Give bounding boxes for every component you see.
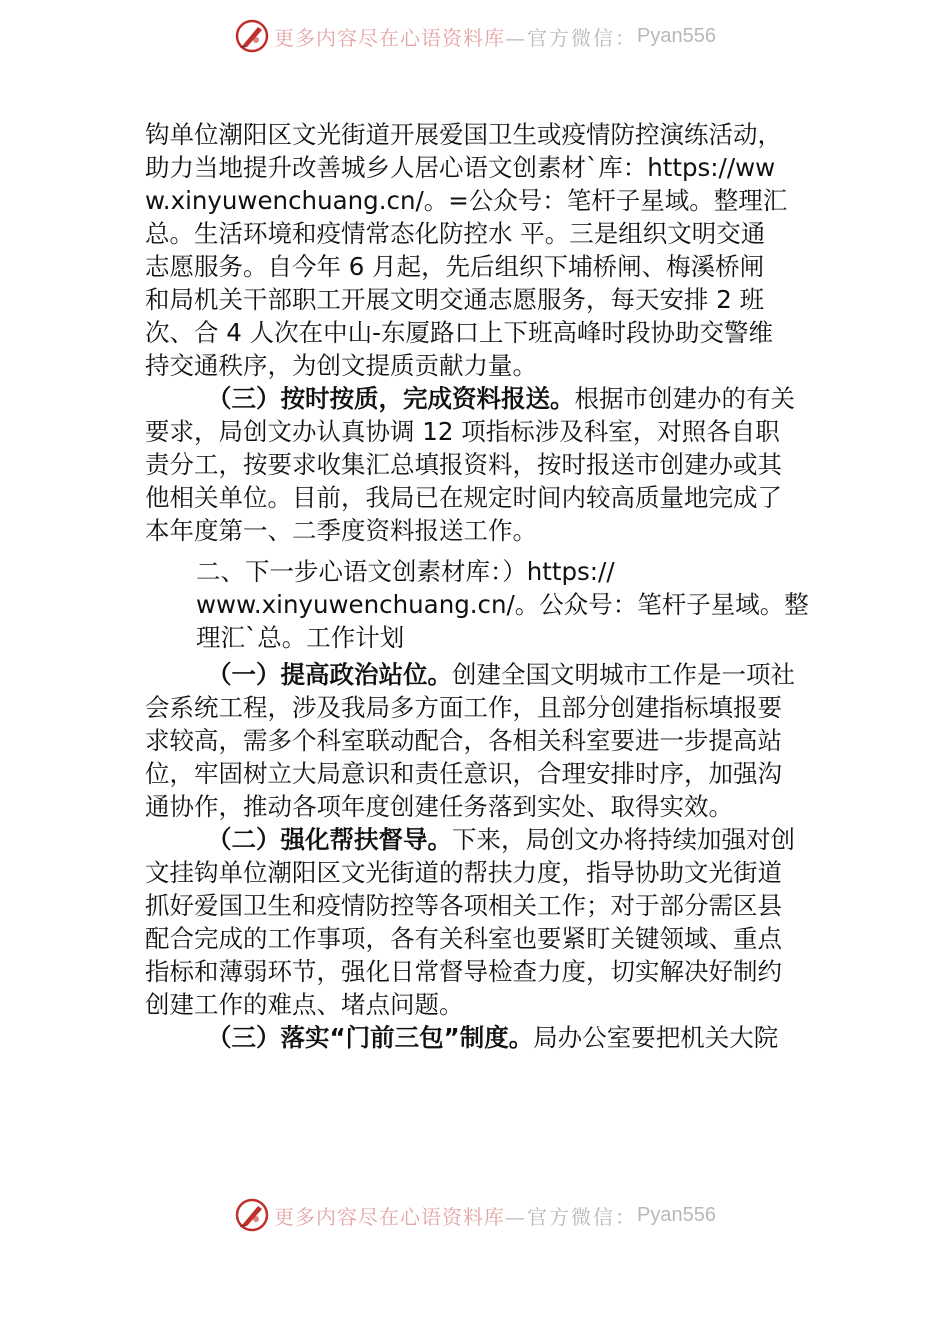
text-line: 配合完成的工作事项，各有关科室也要紧盯关键领域、重点 [145, 924, 782, 953]
header-banner [0, 14, 950, 58]
text-line: 钩单位潮阳区文光街道开展爱国卫生或疫情防控演练活动， [145, 120, 782, 149]
subheading: （三）按时按质，完成资料报送。 [207, 384, 575, 413]
text-line: 要求，局创文办认真协调 12 项指标涉及科室，对照各自职 [145, 417, 780, 446]
text-run: 局办公室要把机关大院 [533, 1023, 779, 1052]
text-line: 文挂钩单位潮阳区文光街道的帮扶力度，指导协助文光街道 [145, 858, 782, 887]
text-run: 创建全国文明城市工作是一项社 [452, 660, 795, 689]
footer-banner [0, 1193, 950, 1237]
heading-line: www.xinyuwenchuang.cn/。公众号：笔杆子星域。整 [196, 590, 809, 619]
text-line: w.xinyuwenchuang.cn/。=公众号：笔杆子星域。整理汇 [145, 186, 788, 215]
section-heading [196, 555, 821, 654]
text-line: 通协作，推动各项年度创建任务落到实处、取得实效。 [145, 792, 733, 821]
text-line: 抓好爱国卫生和疫情防控等各项相关工作；对于部分需区县 [145, 891, 782, 920]
text-line: 次、合 4 人次在中山-东厦路口上下班高峰时段协助交警维 [145, 318, 774, 347]
document-body [145, 118, 813, 1054]
banner-title: 更多内容尽在心语资料库 [274, 25, 506, 50]
text-line: 责分工，按要求收集汇总填报资料，按时报送市创建办或其 [145, 450, 782, 479]
text-line: 持交通秩序，为创文提质贡献力量。 [145, 351, 537, 380]
paragraph-5 [145, 1021, 813, 1054]
subheading: （二）强化帮扶督导。 [207, 825, 452, 854]
heading-line: 二、下一步心语文创素材库：）https:// [196, 557, 615, 586]
text-line: 创建工作的难点、堵点问题。 [145, 990, 464, 1019]
text-line: 和局机关干部职工开展文明交通志愿服务，每天安排 2 班 [145, 285, 765, 314]
banner-wechat-id: Pyan556 [637, 1203, 716, 1226]
text-line: 本年度第一、二季度资料报送工作。 [145, 516, 537, 545]
text-line: 他相关单位。目前，我局已在规定时间内较高质量地完成了 [145, 483, 782, 512]
paragraph-4 [145, 823, 813, 1021]
text-line: 指标和薄弱环节，强化日常督导检查力度，切实解决好制约 [145, 957, 782, 986]
pen-ink-logo-icon [234, 1197, 270, 1233]
text-line: 求较高，需多个科室联动配合，各相关科室要进一步提高站 [145, 726, 782, 755]
heading-line: 理汇`总。工作计划 [196, 623, 405, 652]
banner-wechat-label: —官方微信： [505, 25, 638, 50]
text-line: 总。生活环境和疫情常态化防控水 平。三是组织文明交通 [145, 219, 766, 248]
subheading: （一）提高政治站位。 [207, 660, 452, 689]
banner-title: 更多内容尽在心语资料库 [274, 1204, 506, 1229]
text-line: 志愿服务。自今年 6 月起，先后组织下埔桥闸、梅溪桥闸 [145, 252, 765, 281]
paragraph-1 [145, 118, 813, 382]
paragraph-first-line [145, 1021, 813, 1054]
paragraph-first-line [145, 382, 813, 415]
text-line: 会系统工程，涉及我局多方面工作，且部分创建指标填报要 [145, 693, 782, 722]
text-run: 下来，局创文办将持续加强对创 [452, 825, 795, 854]
paragraph-3 [145, 658, 813, 823]
paragraph-first-line [145, 823, 813, 856]
banner-wechat-label: —官方微信： [505, 1204, 638, 1229]
paragraph-2 [145, 382, 813, 547]
banner-wechat-id: Pyan556 [637, 24, 716, 47]
pen-ink-logo-icon [234, 18, 270, 54]
text-run: 根据市创建办的有关 [574, 384, 795, 413]
text-line: 助力当地提升改善城乡人居心语文创素材`库：https://ww [145, 153, 776, 182]
text-line: 位，牢固树立大局意识和责任意识，合理安排时序，加强沟 [145, 759, 782, 788]
paragraph-first-line [145, 658, 813, 691]
subheading: （三）落实“门前三包”制度。 [207, 1023, 534, 1052]
